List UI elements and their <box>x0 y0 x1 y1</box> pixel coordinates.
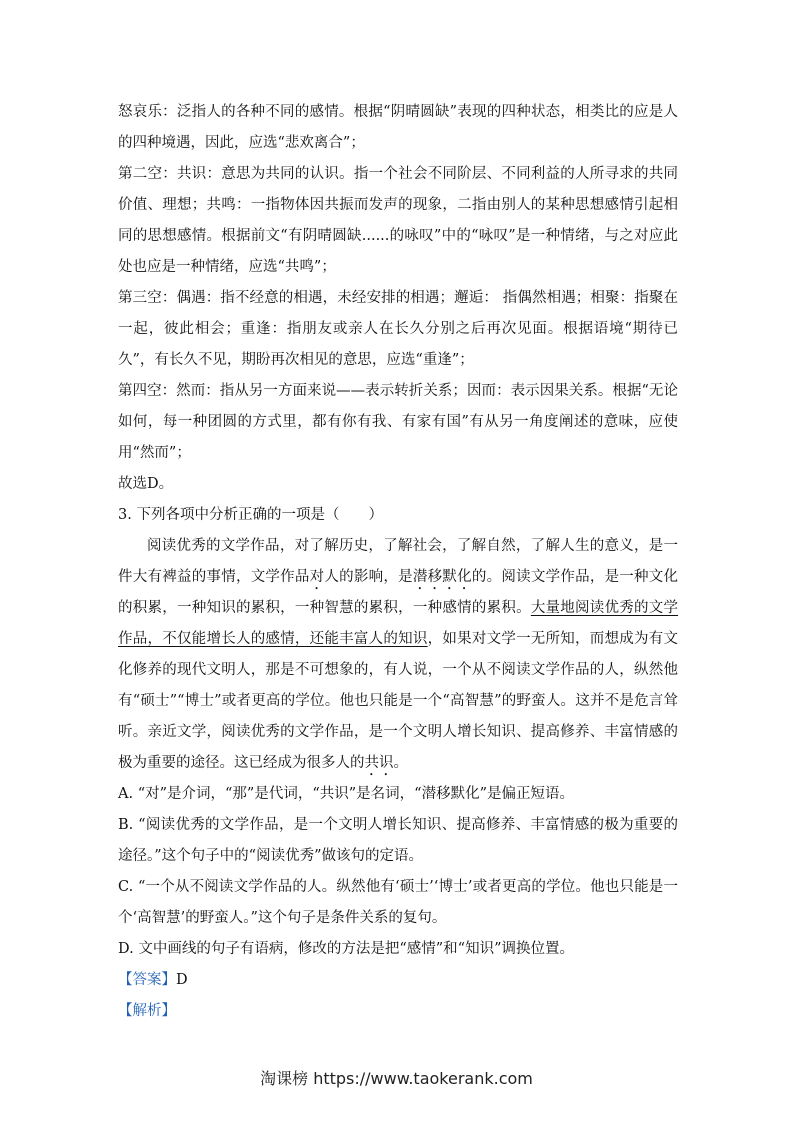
question-stem: 3. 下列各项中分析正确的一项是（ ） <box>118 507 383 523</box>
passage-segment: 人的影响，是 <box>324 569 413 585</box>
passage-segment: ，如果对文学一无所知，而想成为有文化修养的现代文明人，那是不可想象的，有人说，一个从不阅读文学作品的人，纵然他有“硕士”“博士”或者更高的学位。他也只能是一个“高智慧”的野蛮人。这并不是危言耸听。亲近文学，阅读优秀的文学作品，是一个文明人增长知识、提高修养、丰富情感的极为重要的途径。这已经成为很多人的 <box>118 631 678 771</box>
emphasis-word-dui: 对 <box>309 569 325 585</box>
document-body <box>118 97 678 1027</box>
answer-line <box>118 965 678 996</box>
underlined-sentence: 大量地阅读优秀的文学作品，不仅能增长人的感情，还能丰富人的知识 <box>118 600 679 647</box>
emphasis-word-gongshi: 共识 <box>364 755 394 771</box>
explanation-paragraph-2: 第二空：共识：意思为共同的认识。指一个社会不同阶层、不同利益的人所寻求的共同价值、理想；共鸣：一指物体因共振而发声的现象，二指由别人的某种思想感情引起相同的思想感情。根据前文“有阴晴圆缺......的咏叹”中的“咏叹”是一种情绪，与之对应此处也应是一种情绪，应选“共鸣”； <box>118 166 678 275</box>
analysis-label: 【解析】 <box>118 1003 176 1019</box>
footer-watermark: 淘课榜 https://www.taokerank.com <box>260 1069 533 1088</box>
option-a: A. “对”是介词，“那”是代词，“共识”是名词，“潜移默化”是偏正短语。 <box>118 786 574 802</box>
passage-segment: 。 <box>393 755 408 771</box>
passage-segment: 阅读优秀的文学作品，对了解历史，了解社会，了解自然，了解人生的意义，是一件大有裨益的事情，文学作品 <box>118 538 678 585</box>
passage-segment: 的。阅读文学作品，是一种文化的积累，一种知识的累积，一种智慧的累积，一种感情的累积。 <box>118 569 679 616</box>
emphasis-word-qianyimohua: 潜移默化 <box>412 569 472 585</box>
question-passage <box>118 531 678 779</box>
answer-label: 【答案】 <box>118 972 176 988</box>
explanation-paragraph-4: 第四空：然而：指从另一方面来说——表示转折关系；因而：表示因果关系。根据“无论如何，每一种团圆的方式里，都有你有我、有家有国”有从另一角度阐述的意味，应使用“然而”； <box>118 383 678 461</box>
explanation-paragraph-3: 第三空：偶遇：指不经意的相遇，未经安排的相遇；邂逅： 指偶然相遇；相聚：指聚在一起，彼此相会；重逢：指朋友或亲人在长久分别之后再次见面。根据语境“期待已久”，有长久不见，期盼再次相见的意思，应选“重逢”； <box>118 290 678 368</box>
option-b: B. “阅读优秀的文学作品，是一个文明人增长知识、提高修养、丰富情感的极为重要的途径。”这个句子中的“阅读优秀”做该句的定语。 <box>118 817 678 864</box>
option-d: D. 文中画线的句子有语病，修改的方法是把“感情”和“知识”调换位置。 <box>118 941 574 957</box>
option-c: C. “一个从不阅读文学作品的人。纵然他有‘硕士’‘博士’或者更高的学位。他也只能是一个‘高智慧’的野蛮人。”这个句子是条件关系的复句。 <box>118 879 678 926</box>
answer-value: D <box>176 972 188 988</box>
analysis-line <box>118 996 678 1027</box>
explanation-conclusion: 故选D。 <box>118 476 174 492</box>
explanation-paragraph-1: 怒哀乐：泛指人的各种不同的感情。根据“阴晴圆缺”表现的四种状态，相类比的应是人的四种境遇，因此，应选“悲欢离合”； <box>118 104 678 151</box>
